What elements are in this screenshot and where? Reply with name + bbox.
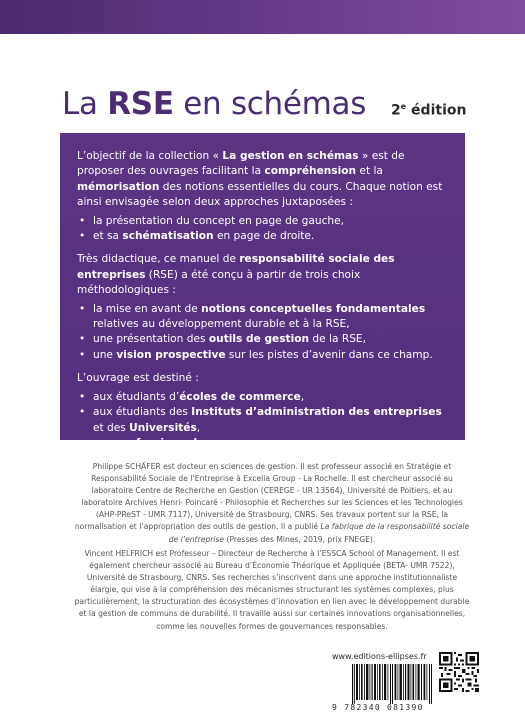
publisher-website[interactable]: www.editions-ellipses.fr bbox=[332, 652, 427, 661]
list-item: • aux étudiants d’écoles de commerce, bbox=[77, 390, 451, 405]
edition-label: 2e édition bbox=[391, 102, 467, 119]
list-item: • une présentation des outils de gestion de la RSE, bbox=[77, 332, 451, 347]
approaches-list bbox=[77, 214, 451, 245]
list-item: • une vision prospective sur les pistes d’avenir dans ce champ. bbox=[77, 348, 451, 363]
author-bio-schafer: Philippe SCHÄFER est docteur en sciences de gestion. Il est professeur associé en Stratégie et Responsabilité Sociale de l’Entreprise à Excelia Group - La Rochelle. Il est chercheur associé au laboratoire Centre de Recherche en Gestion (CEREGE - UR 13564), Université de Poitiers, et au laboratoire Archives Henri- Poincaré - Philosophie et Recherches sur les Sciences et les Technologies (AHP-PReST - UMR 7117), Université de Strasbourg, CNRS. Ses travaux portent sur la RSE, la normalisation et l’appropriation des outils de gestion. Il a publié La fabrique de la responsabilité sociale de l’entreprise (Presses des Mines, 2019, prix FNEGE). bbox=[74, 462, 470, 544]
list-item: • aux professionnels. bbox=[77, 436, 451, 451]
list-item: • la mise en avant de notions conceptuelles fondamentales relatives au développement durable et à la RSE, bbox=[77, 302, 451, 333]
qr-code-icon[interactable] bbox=[439, 652, 479, 692]
barcode-icon bbox=[352, 664, 432, 704]
list-item: • aux étudiants des Instituts d’administration des entreprises et des Universités, bbox=[77, 405, 451, 436]
intro-paragraph: L’objectif de la collection « La gestion en schémas » est de proposer des ouvrages facilitant la compréhension et la mémorisation des notions essentielles du cours. Chaque notion est ainsi envisagée selon deux approches juxtaposées : bbox=[77, 150, 443, 209]
top-color-band bbox=[0, 0, 525, 34]
method-list bbox=[77, 302, 451, 364]
audience-paragraph: L’ouvrage est destiné : bbox=[77, 372, 199, 385]
audience-list bbox=[77, 390, 451, 452]
method-paragraph: Très didactique, ce manuel de responsabilité sociale des entreprises (RSE) a été conçu à partir de trois choix méthodologiques : bbox=[77, 253, 395, 297]
list-item: • la présentation du concept en page de gauche, bbox=[77, 214, 451, 229]
barcode-number: 9 782340 081390 bbox=[332, 703, 424, 712]
list-item: • et sa schématisation en page de droite. bbox=[77, 229, 451, 244]
author-bio-helfrich: Vincent HELFRICH est Professeur – Directeur de Recherche à l’ESSCA School of Management. Il est également chercheur associé au Bureau d’Économie Théorique et Appliquée (BETA- UMR 7522), Université de Strasbourg, CNRS. Ses recherches s’inscrivent dans une approche institutionnaliste élargie, qui vise à la compréhension des mécanismes structurant les systèmes complexes, plus particulièrement, la structuration des écosystèmes d’innovation en lien avec le développement durable et la gestion de communs de durabilité. Il travaille aussi sur certaines innovations organisationnelles, comme les nouvelles formes de gouvernances responsables. bbox=[74, 549, 470, 631]
book-title: La RSE en schémas bbox=[62, 86, 367, 122]
description-box bbox=[60, 133, 465, 449]
